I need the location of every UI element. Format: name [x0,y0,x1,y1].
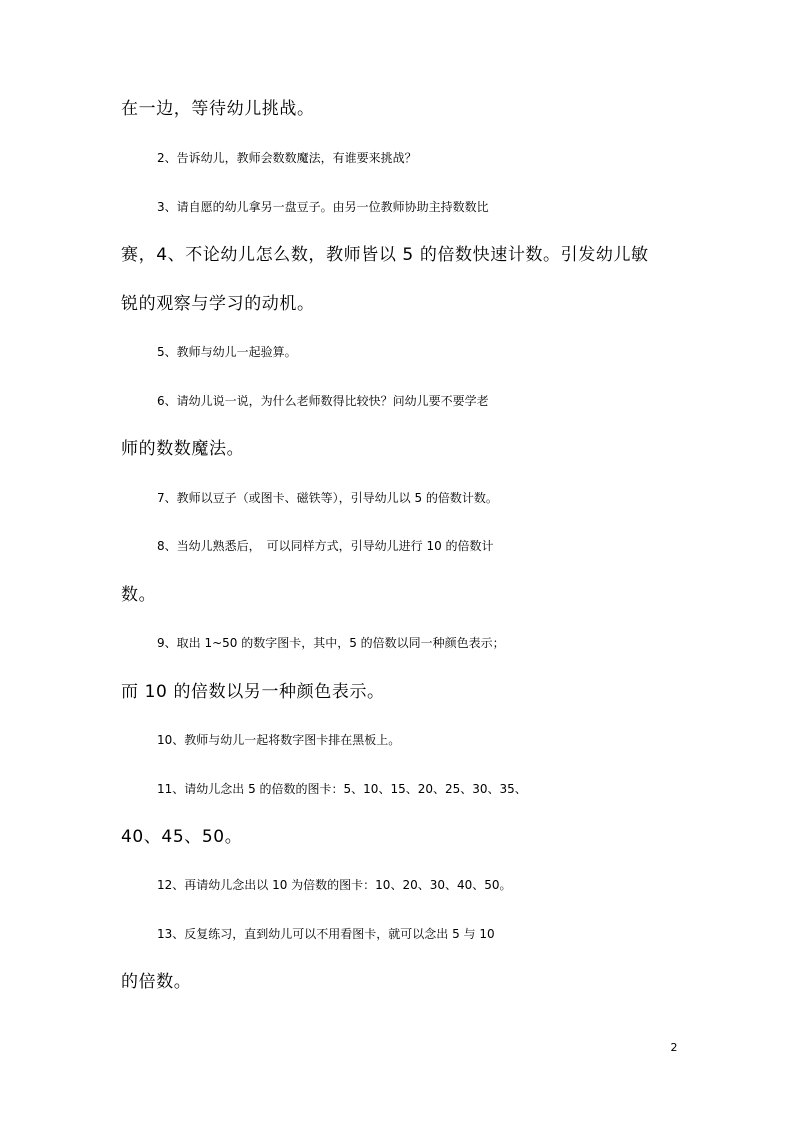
text-line: 在一边，等待幼儿挑战。 [121,99,315,119]
text-line: 6、请幼儿说一说，为什么老师数得比较快？问幼儿要不要学老 [157,394,489,408]
text-line: 而 10 的倍数以另一种颜色表示。 [121,682,385,702]
text-line: 8、当幼儿熟悉后， 可以同样方式，引导幼儿进行 10 的倍数计 [157,539,494,553]
text-line: 5、教师与幼儿一起验算。 [157,345,297,359]
text-line: 40、45、50。 [121,827,243,847]
text-line: 12、再请幼儿念出以 10 为倍数的图卡：10、20、30、40、50。 [157,878,512,892]
text-line: 锐的观察与学习的动机。 [121,294,315,314]
text-line: 7、教师以豆子（或图卡、磁铁等），引导幼儿以 5 的倍数计数。 [157,491,498,505]
page-number: 2 [670,1041,678,1054]
text-line: 10、教师与幼儿一起将数字图卡排在黑板上。 [157,733,401,747]
text-line: 师的数数魔法。 [121,439,245,459]
text-line: 2、告诉幼儿，教师会数数魔法，有谁要来挑战？ [157,151,417,165]
text-line: 赛，4、不论幼儿怎么数，教师皆以 5 的倍数快速计数。引发幼儿敏 [121,245,649,265]
text-line: 11、请幼儿念出 5 的倍数的图卡：5、10、15、20、25、30、35、 [157,782,527,796]
text-line: 9、取出 1~50 的数字图卡，其中，5 的倍数以同一种颜色表示； [157,636,505,650]
text-line: 3、请自愿的幼儿拿另一盘豆子。由另一位教师协助主持数数比 [157,200,489,214]
text-line: 的倍数。 [121,972,192,992]
text-line: 13、反复练习，直到幼儿可以不用看图卡，就可以念出 5 与 10 [157,927,495,941]
text-line: 数。 [121,585,157,605]
